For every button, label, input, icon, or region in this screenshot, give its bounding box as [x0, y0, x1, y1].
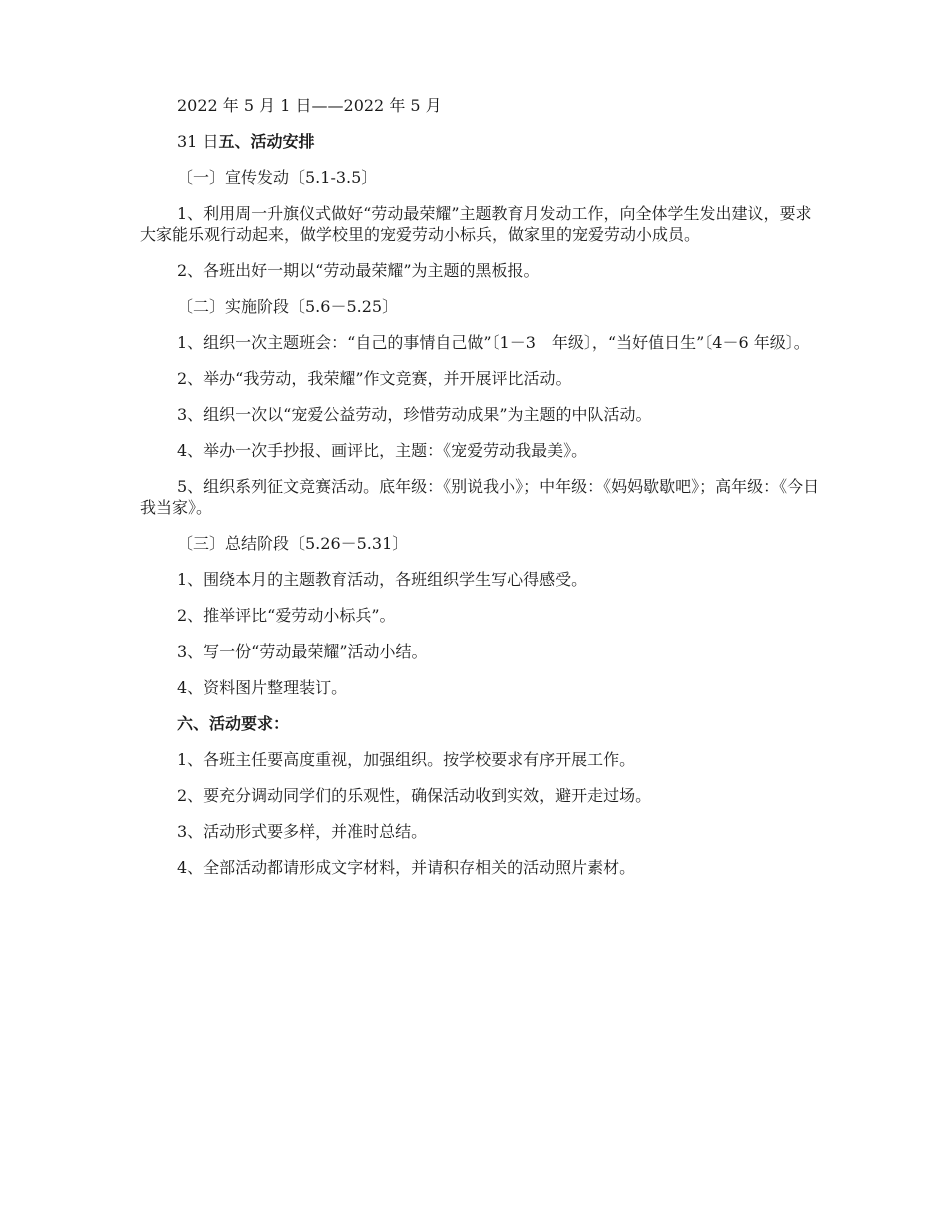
section5-heading: 五、活动安排 [218, 132, 315, 151]
date-line-2 [140, 131, 820, 152]
requirement-3: 3、活动形式要多样，并准时总结。 [177, 822, 428, 841]
section6-heading: 六、活动要求： [177, 714, 290, 733]
requirement-2: 2、要充分调动同学们的乐观性，确保活动收到实效，避开走过场。 [177, 786, 652, 805]
date-line-2-prefix: 31 日 [177, 132, 219, 151]
date-line-1: 2022 年 5 月 1 日——2022 年 5 月 [177, 96, 442, 115]
stage3-item-1: 1、围绕本月的主题教育活动，各班组织学生写心得感受。 [177, 570, 588, 589]
requirement-1: 1、各班主任要高度重视，加强组织。按学校要求有序开展工作。 [177, 750, 636, 769]
stage1-heading: 〔一〕宣传发动〔5.1-3.5〕 [177, 168, 378, 187]
stage2-item-3: 3、组织一次以“宠爱公益劳动，珍惜劳动成果”为主题的中队活动。 [177, 405, 652, 424]
stage3-item-2: 2、推举评比“爱劳动小标兵”。 [177, 606, 396, 625]
requirement-4: 4、全部活动都请形成文字材料，并请积存相关的活动照片素材。 [177, 858, 636, 877]
stage1-item-1: 1、利用周一升旗仪式做好“劳动最荣耀”主题教育月发动工作，向全体学生发出建议，要求大家能乐观行动起来，做学校里的宠爱劳动小标兵，做家里的宠爱劳动小成员。 [140, 204, 812, 244]
stage2-item-4: 4、举办一次手抄报、画评比，主题：《宠爱劳动我最美》。 [177, 441, 588, 460]
stage2-heading: 〔二〕实施阶段〔5.6－5.25〕 [177, 297, 399, 316]
stage2-item-1: 1、组织一次主题班会：“自己的事情自己做”〔1－3 年级〕，“当好值日生”〔4－6 年级〕。 [177, 333, 810, 352]
stage2-item-5: 5、组织系列征文竞赛活动。底年级：《别说我小》；中年级：《妈妈歇歇吧》；高年级：《今日我当家》。 [140, 477, 820, 517]
stage3-item-4: 4、资料图片整理装订。 [177, 678, 348, 697]
document-body [140, 95, 820, 893]
stage3-item-3: 3、写一份“劳动最荣耀”活动小结。 [177, 642, 428, 661]
stage3-heading: 〔三〕总结阶段〔5.26－5.31〕 [177, 534, 409, 553]
stage2-item-2: 2、举办“我劳动，我荣耀”作文竞赛，并开展评比活动。 [177, 369, 572, 388]
stage1-item-2: 2、各班出好一期以“劳动最荣耀”为主题的黑板报。 [177, 261, 540, 280]
